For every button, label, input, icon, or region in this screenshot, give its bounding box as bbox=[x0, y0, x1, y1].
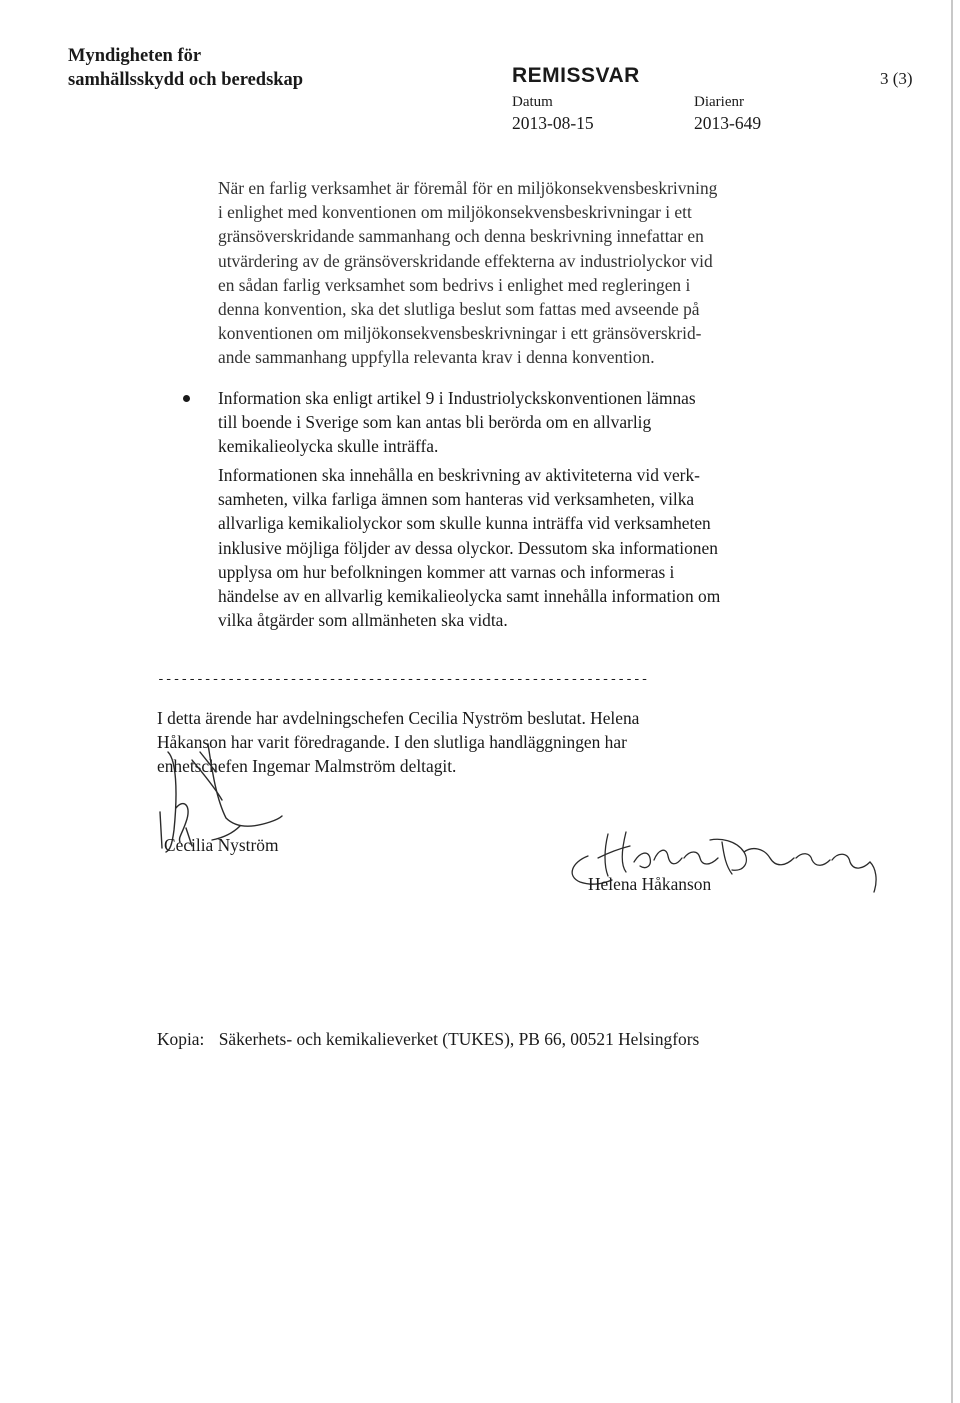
text-line: inklusive möjliga följder av dessa olyckor. Dessutom ska informationen bbox=[218, 537, 718, 558]
signer-name-1: Cecilia Nyström bbox=[164, 835, 279, 855]
text-line: till boende i Sverige som kan antas bli berörda om en allvarlig bbox=[218, 412, 652, 433]
text-line: gränsöverskridande sammanhang och denna beskrivning innefattar en bbox=[218, 226, 704, 247]
text-line: utvärdering av de gränsöverskridande effekterna av industriolyckor vid bbox=[218, 250, 713, 271]
page-number: 3 (3) bbox=[880, 69, 913, 88]
text-line: enhetschefen Ingemar Malmström deltagit. bbox=[157, 756, 457, 777]
copy-recipient bbox=[157, 1029, 699, 1050]
dashed-separator: --------------------------------------------------------------- bbox=[157, 672, 649, 687]
text-line: I detta ärende har avdelningschefen Cecilia Nyström beslutat. Helena bbox=[157, 708, 640, 728]
org-line-1: Myndigheten för bbox=[68, 46, 202, 66]
text-line: upplysa om hur befolkningen kommer att varnas och informeras i bbox=[218, 561, 675, 582]
text-line: Information ska enligt artikel 9 i Industriolyckskonventionen lämnas bbox=[218, 388, 696, 408]
copy-text: Säkerhets- och kemikalieverket (TUKES), PB 66, 00521 Helsingfors bbox=[218, 1029, 700, 1049]
text-line: kemikalieolycka skulle inträffa. bbox=[218, 436, 439, 457]
text-line: allvarliga kemikaliolyckor som skulle kunna inträffa vid verksamheten bbox=[218, 513, 711, 534]
text-line: vilka åtgärder som allmänheten ska vidta. bbox=[218, 610, 508, 631]
text-line: denna konvention, ska det slutliga beslut som fattas med avseende på bbox=[218, 299, 700, 320]
text-line: samheten, vilka farliga ämnen som hanteras vid verksamheten, vilka bbox=[218, 489, 695, 510]
text-line: i enlighet med konventionen om miljökonsekvensbeskrivningar i ett bbox=[218, 202, 692, 223]
text-line: en sådan farlig verksamhet som bedrivs i enlighet med regleringen i bbox=[218, 274, 691, 295]
signer-name-2: Helena Håkanson bbox=[588, 874, 712, 894]
date-value: 2013-08-15 bbox=[512, 113, 594, 133]
registration-value: 2013-649 bbox=[694, 113, 762, 133]
text-line: När en farlig verksamhet är föremål för en miljökonsekvensbeskrivning bbox=[218, 178, 718, 198]
text-line: Håkanson har varit föredragande. I den slutliga handläggningen har bbox=[157, 732, 627, 753]
copy-label: Kopia: bbox=[157, 1029, 205, 1049]
scan-edge-line bbox=[951, 0, 953, 1403]
registration-label: Diarienr bbox=[694, 94, 744, 110]
document-type: REMISSVAR bbox=[512, 64, 640, 87]
text-line: ande sammanhang uppfylla relevanta krav i denna konvention. bbox=[218, 347, 655, 368]
org-line-2: samhällsskydd och beredskap bbox=[68, 70, 304, 90]
text-line: händelse av en allvarlig kemikalieolycka samt innehålla information om bbox=[218, 586, 721, 607]
date-label: Datum bbox=[512, 94, 553, 110]
text-line: Informationen ska innehålla en beskrivning av aktiviteterna vid verk- bbox=[218, 465, 700, 485]
text-line: konventionen om miljökonsekvensbeskrivningar i ett gränsöverskrid- bbox=[218, 323, 702, 344]
